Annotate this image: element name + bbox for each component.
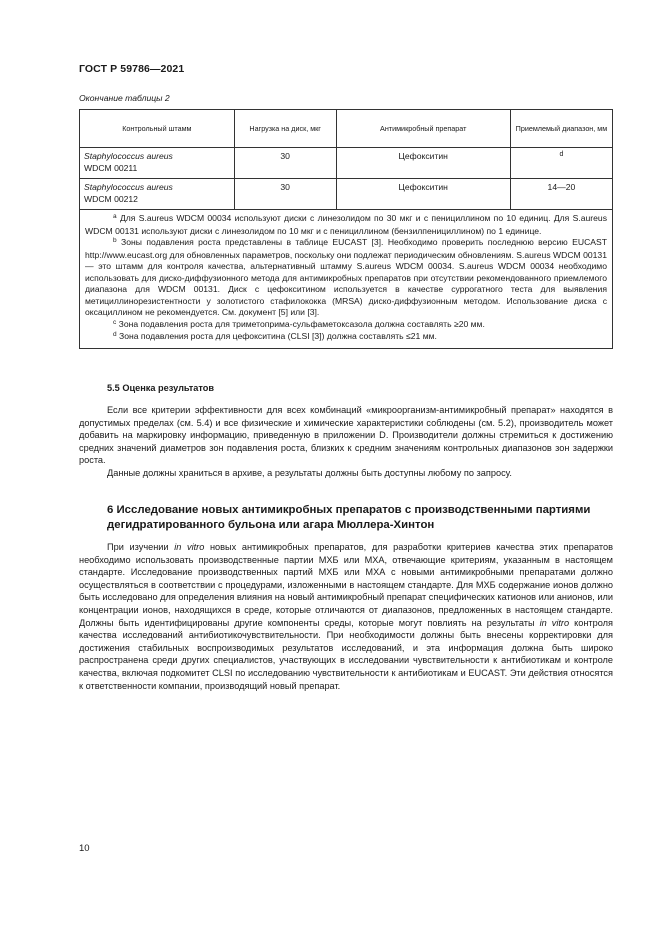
table-row (80, 148, 613, 179)
footnote-d (85, 331, 607, 344)
disk-load-cell: 30 (234, 179, 336, 210)
column-header: Приемлемый диапазон, мм (510, 110, 612, 148)
drug-cell: Цефокситин (336, 179, 510, 210)
section-5-5-body (79, 404, 613, 480)
column-header: Нагрузка на диск, мкг (234, 110, 336, 148)
column-header: Антимикробный препарат (336, 110, 510, 148)
table-header-row (80, 110, 613, 148)
footnote-text: Зона подавления роста для триметоприма-сульфаметоксазола должна составлять ≥20 мм. (118, 318, 485, 329)
footnote-text: Зона подавления роста для цефокситина (CLSI [3]) должна составлять ≤21 мм. (119, 331, 437, 342)
paragraph (79, 541, 613, 692)
footnote-text: Для S.aureus WDCM 00034 используют диски с линезолидом по 30 мкг и с пенициллином по 10 единиц. Для S.aureus WDCM 00131 используют диски с линезолидом по 10 мкг и с пенициллином (бензилпенициллином) по 1 единице. (85, 213, 608, 236)
strain-name: Staphylococcus aureus (84, 182, 173, 192)
table-row (80, 179, 613, 210)
drug-cell: Цефокситин (336, 148, 510, 179)
column-header: Контрольный штамм (80, 110, 235, 148)
range-cell (510, 179, 612, 210)
paragraph: Данные должны храниться в архиве, а результаты должны быть доступны любому по запросу. (107, 467, 512, 478)
range-value: 14—20 (547, 182, 576, 192)
footnote-mark: d (113, 331, 117, 339)
footnote-a (85, 213, 607, 237)
section-heading-5-5: 5.5 Оценка результатов (107, 383, 215, 393)
footnotes-cell (80, 210, 613, 349)
range-cell (510, 148, 612, 179)
paragraph: Если все критерии эффективности для всех комбинаций «микроорганизм-антимикробный препарат» находятся в допустимых пределах (см. 5.4) и все физические и химические характеристики соблюдены (см. 5.2), производитель может добавить на маркировку информацию, приведенную в приложении D. Производители должны стремиться к достижению средних значений диаметров зон подавления роста, близких к средним значениям контрольных диапазонов зон задержки роста. (79, 405, 613, 466)
page-number: 10 (79, 843, 90, 854)
strain-code: WDCM 00212 (84, 193, 138, 204)
strain-code: WDCM 00211 (84, 162, 138, 173)
document-header: ГОСТ Р 59786—2021 (79, 63, 185, 75)
footnote-text: Зоны подавления роста представлены в таблице EUCAST [3]. Необходимо проверить последнюю версию EUCAST http://www.eucast.org для обновленных параметров, поскольку они подлежат периодическим обновлениям. S.aureus WDCM 00131 — это штамм для контроля качества, альтернативный штамму S.aureus WDCM 00034. S.aureus WDCM 00034 необходимо использовать для диско-диффузионного метода для антимикробных препаратов при отсутствии рекомендованного приемлемого диапазона для WDCM 00131. Диск с цефокситином используется в качестве суррогатного теста для выявления метициллинорезистентности у золотистого стафилококка (MRSA) диско-диффузионным методом. Использование диска с оксациллином не рекомендуется. См. документ [5] или [3]. (85, 237, 607, 318)
strain-cell (80, 148, 235, 179)
disk-load-cell: 30 (234, 148, 336, 179)
text-run: При изучении (107, 542, 175, 552)
text-run: контроля качества исследований антибиотикочувствительности. При необходимости должны быть внесены корректировки для достижения стабильных воспроизводимых результатов исследований, и эта информация должна быть широко распространена среди других специалистов, участвующих в исследовании чувствительности к антибиотикам и контроле качества, включая подкомитет CLSI по исследованию чувствительности к антибиотикам и EUCAST. Эти действия относятся к ответственности компании, производящий новый препарат. (79, 617, 613, 691)
table-caption: Окончание таблицы 2 (79, 93, 170, 103)
text-run: новых антимикробных препаратов, для разработки критериев качества этих препаратов необходимо использовать производственные партии МХБ или МХА, отвечающие критериям, указанным в настоящем стандарте. Исследование производственных партий МХБ или МХА с новыми антимикробными препаратами должно осуществляться в соответствии с процедурами, изложенными в настоящем стандарте. Для МХБ содержание ионов должно быть исследовано для определения влияния на новый антимикробный препарат специфических катионов или анионов, или концентрации ионов, находящихся в среде, которые отличаются от диапазонов, предложенных в настоящем стандарте. Должны быть идентифицированы другие компоненты среды, которые могут повлиять на результаты (79, 542, 613, 628)
strain-name: Staphylococcus aureus (84, 151, 173, 161)
footnote-b (85, 237, 607, 319)
footnote-mark: a (113, 213, 117, 220)
footnote-mark: b (113, 237, 117, 245)
text-run-italic: in vitro (174, 542, 205, 552)
footnote-c (85, 319, 607, 332)
footnote-ref: d (559, 151, 564, 158)
footnote-mark: c (113, 318, 117, 326)
table-footnotes-row (80, 210, 613, 349)
section-6-body (79, 541, 613, 692)
section-heading-6: 6 Исследование новых антимикробных препаратов с производственными партиями дегидратированного бульона или агара Мюллера-Хинтон (107, 504, 591, 531)
strain-cell (80, 179, 235, 210)
table-2 (79, 109, 613, 349)
text-run-italic: in vitro (539, 617, 570, 628)
